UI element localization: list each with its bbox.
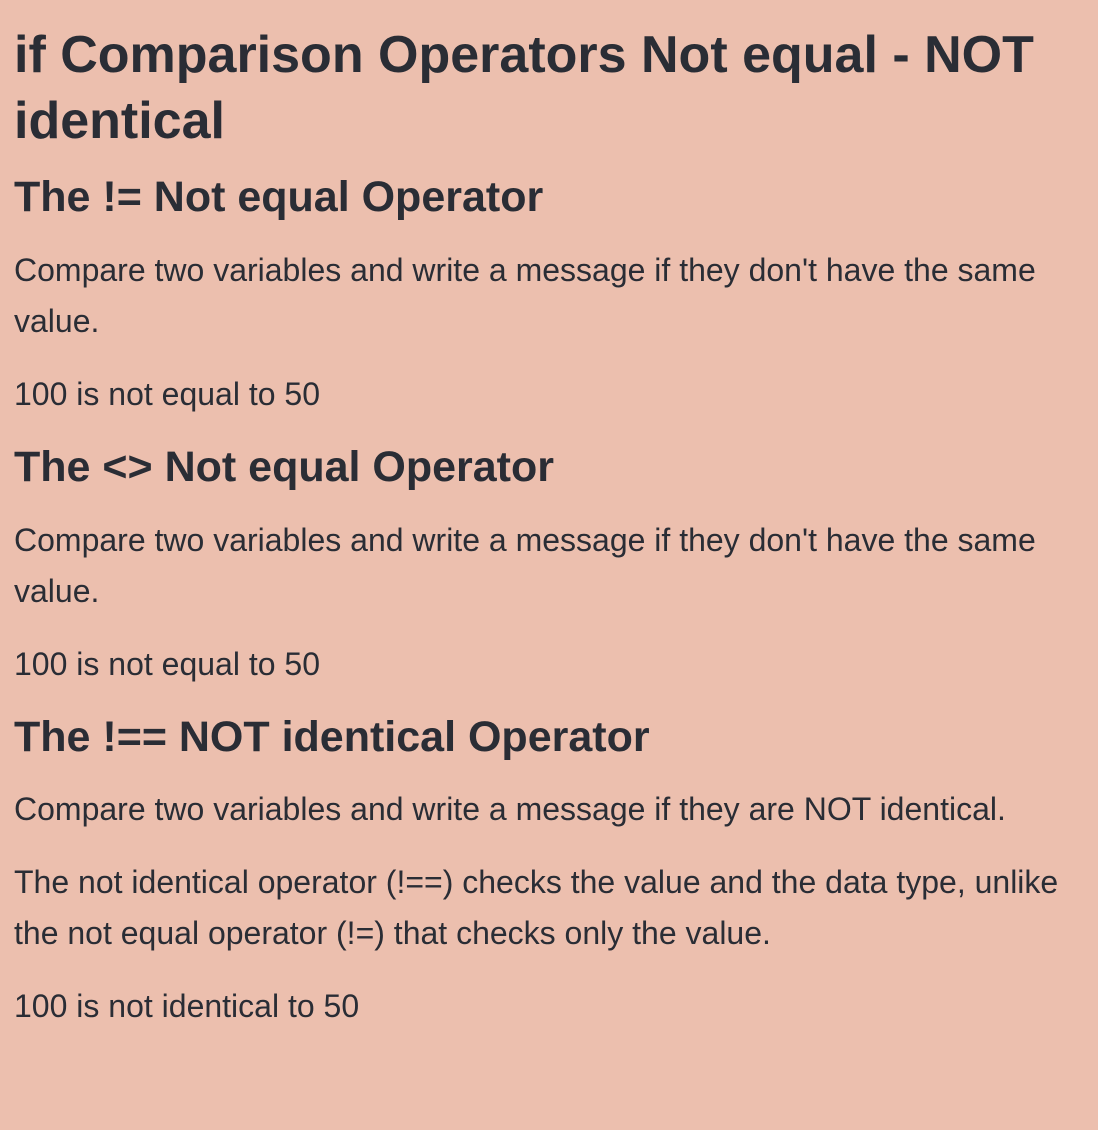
- section-heading-not-equal: The != Not equal Operator: [14, 173, 544, 222]
- comparison-output: 100 is not equal to 50: [14, 375, 321, 412]
- section-description: Compare two variables and write a message if they are NOT identical.: [14, 791, 1006, 828]
- page-title: if Comparison Operators Not equal - NOT identical: [14, 26, 1034, 151]
- comparison-output: 100 is not identical to 50: [14, 988, 360, 1025]
- section-heading-not-identical: The !== NOT identical Operator: [14, 712, 650, 761]
- section-explanation: The not identical operator (!==) checks the value and the data type, unlike the not equal operator (!=) that checks only the value.: [14, 864, 1059, 952]
- section-heading-angle-not-equal: The <> Not equal Operator: [14, 442, 554, 491]
- comparison-output: 100 is not equal to 50: [14, 645, 321, 682]
- section-description: Compare two variables and write a message if they don't have the same value.: [14, 251, 1036, 339]
- section-description: Compare two variables and write a message if they don't have the same value.: [14, 521, 1036, 609]
- section-not-equal: [14, 172, 1084, 420]
- section-angle-not-equal: [14, 442, 1084, 690]
- section-not-identical: [14, 712, 1084, 1033]
